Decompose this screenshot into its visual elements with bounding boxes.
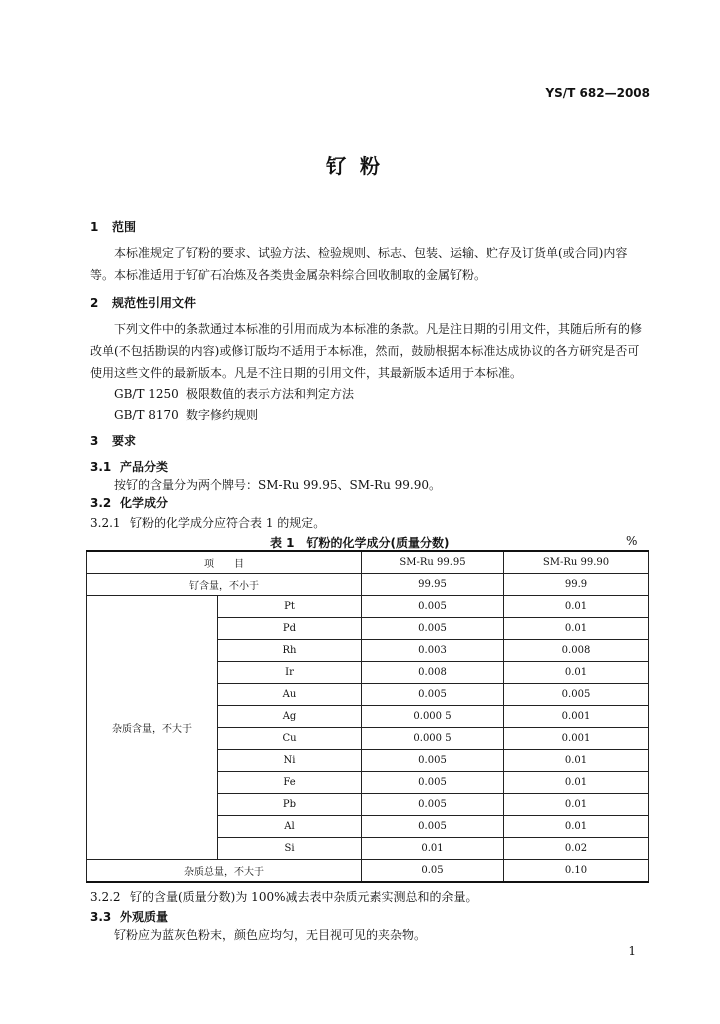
section-number: 3.3 [90,910,112,924]
value-grade-1: 0.008 [362,662,504,684]
value-grade-1: 0.005 [362,596,504,618]
section-3-3-heading [90,908,168,925]
section-1-paragraph-2: 本标准适用于钌矿石冶炼及各类贵金属杂料综合回收制取的金属钌粉。 [114,268,487,282]
section-1-heading [90,218,136,235]
value-grade-1: 0.005 [362,772,504,794]
section-3-2-heading [90,494,168,511]
document-title: 钌粉 [326,154,394,178]
row-label: 杂质总量，不大于 [87,860,362,883]
section-title: 范围 [112,220,137,234]
section-title: 产品分类 [120,460,169,474]
value-grade-1: 0.005 [362,618,504,640]
section-title: 化学成分 [120,496,169,510]
clause-number: 3.2.2 [90,890,121,904]
reference-line [114,406,258,423]
table-header-row [87,551,649,574]
section-3-1-heading [90,458,168,475]
value-grade-2: 0.01 [504,816,649,838]
value-grade-1: 99.95 [362,574,504,596]
element-cell: Au [218,684,362,706]
composition-table [86,550,649,883]
section-number: 3 [90,434,99,448]
reference-code: GB/T 8170 [114,408,179,422]
clause-3-2-1 [90,514,325,531]
element-cell: Cu [218,728,362,750]
value-grade-2: 0.001 [504,728,649,750]
element-cell: Al [218,816,362,838]
value-grade-2: 99.9 [504,574,649,596]
section-title: 要求 [112,434,137,448]
value-grade-1: 0.005 [362,816,504,838]
impurity-total-row [87,860,649,883]
value-grade-2: 0.005 [504,684,649,706]
value-grade-1: 0.003 [362,640,504,662]
value-grade-2: 0.10 [504,860,649,883]
value-grade-2: 0.01 [504,750,649,772]
element-cell: Ir [218,662,362,684]
value-grade-1: 0.01 [362,838,504,860]
section-3-heading [90,432,136,449]
section-number: 2 [90,296,99,310]
ruthenium-content-row [87,574,649,596]
clause-3-2-2 [90,888,478,905]
section-2-heading [90,294,196,311]
element-cell: Si [218,838,362,860]
value-grade-2: 0.008 [504,640,649,662]
clause-text: 钌粉的化学成分应符合表 1 的规定。 [130,516,326,530]
element-cell: Pb [218,794,362,816]
value-grade-2: 0.01 [504,618,649,640]
element-cell: Ag [218,706,362,728]
value-grade-2: 0.01 [504,772,649,794]
clause-text: 钌的含量(质量分数)为 100%减去表中杂质元素实测总和的余量。 [130,890,478,904]
element-cell: Pd [218,618,362,640]
header-item: 项 目 [87,551,362,574]
section-title: 规范性引用文件 [112,296,197,310]
value-grade-2: 0.01 [504,596,649,618]
page-number: 1 [628,944,636,958]
section-number: 3.1 [90,460,112,474]
element-cell: Fe [218,772,362,794]
value-grade-2: 0.01 [504,662,649,684]
section-title: 外观质量 [120,910,169,924]
reference-line [114,385,354,402]
section-3-1-paragraph: 按钌的含量分为两个牌号：SM-Ru 99.95、SM-Ru 99.90。 [114,478,441,492]
header-grade-2: SM-Ru 99.90 [504,551,649,574]
value-grade-1: 0.000 5 [362,706,504,728]
section-1-paragraph-1: 本标准规定了钌粉的要求、试验方法、检验规则、标志、包装、运输、贮存及订货单(或合同)内容等。 [90,246,628,282]
section-2-paragraph: 下列文件中的条款通过本标准的引用而成为本标准的条款。凡是注日期的引用文件，其随后所有的修改单(不包括勘误的内容)或修订版均不适用于本标准，然而，鼓励根据本标准达成协议的各方研究是否可使用这些文件的最新版本。凡是不注日期的引用文件，其最新版本适用于本标准。 [90,322,643,380]
section-number: 3.2 [90,496,112,510]
reference-title: 极限数值的表示方法和判定方法 [186,387,355,401]
value-grade-2: 0.001 [504,706,649,728]
impurity-content-label: 杂质含量，不大于 [87,596,218,860]
clause-number: 3.2.1 [90,516,121,530]
value-grade-1: 0.000 5 [362,728,504,750]
element-cell: Rh [218,640,362,662]
table-caption: 表 1 钌粉的化学成分(质量分数) [270,536,450,550]
section-3-3-paragraph: 钌粉应为蓝灰色粉末，颜色应均匀，无目视可见的夹杂物。 [114,928,427,942]
reference-title: 数字修约规则 [186,408,259,422]
element-cell: Ni [218,750,362,772]
value-grade-1: 0.005 [362,750,504,772]
table-row [87,596,649,618]
table-unit: % [626,534,638,548]
header-grade-1: SM-Ru 99.95 [362,551,504,574]
element-cell: Pt [218,596,362,618]
value-grade-1: 0.005 [362,684,504,706]
value-grade-1: 0.005 [362,794,504,816]
section-number: 1 [90,220,99,234]
value-grade-1: 0.05 [362,860,504,883]
value-grade-2: 0.02 [504,838,649,860]
standard-code: YS/T 682—2008 [545,86,650,100]
row-label: 钌含量，不小于 [87,574,362,596]
value-grade-2: 0.01 [504,794,649,816]
reference-code: GB/T 1250 [114,387,179,401]
